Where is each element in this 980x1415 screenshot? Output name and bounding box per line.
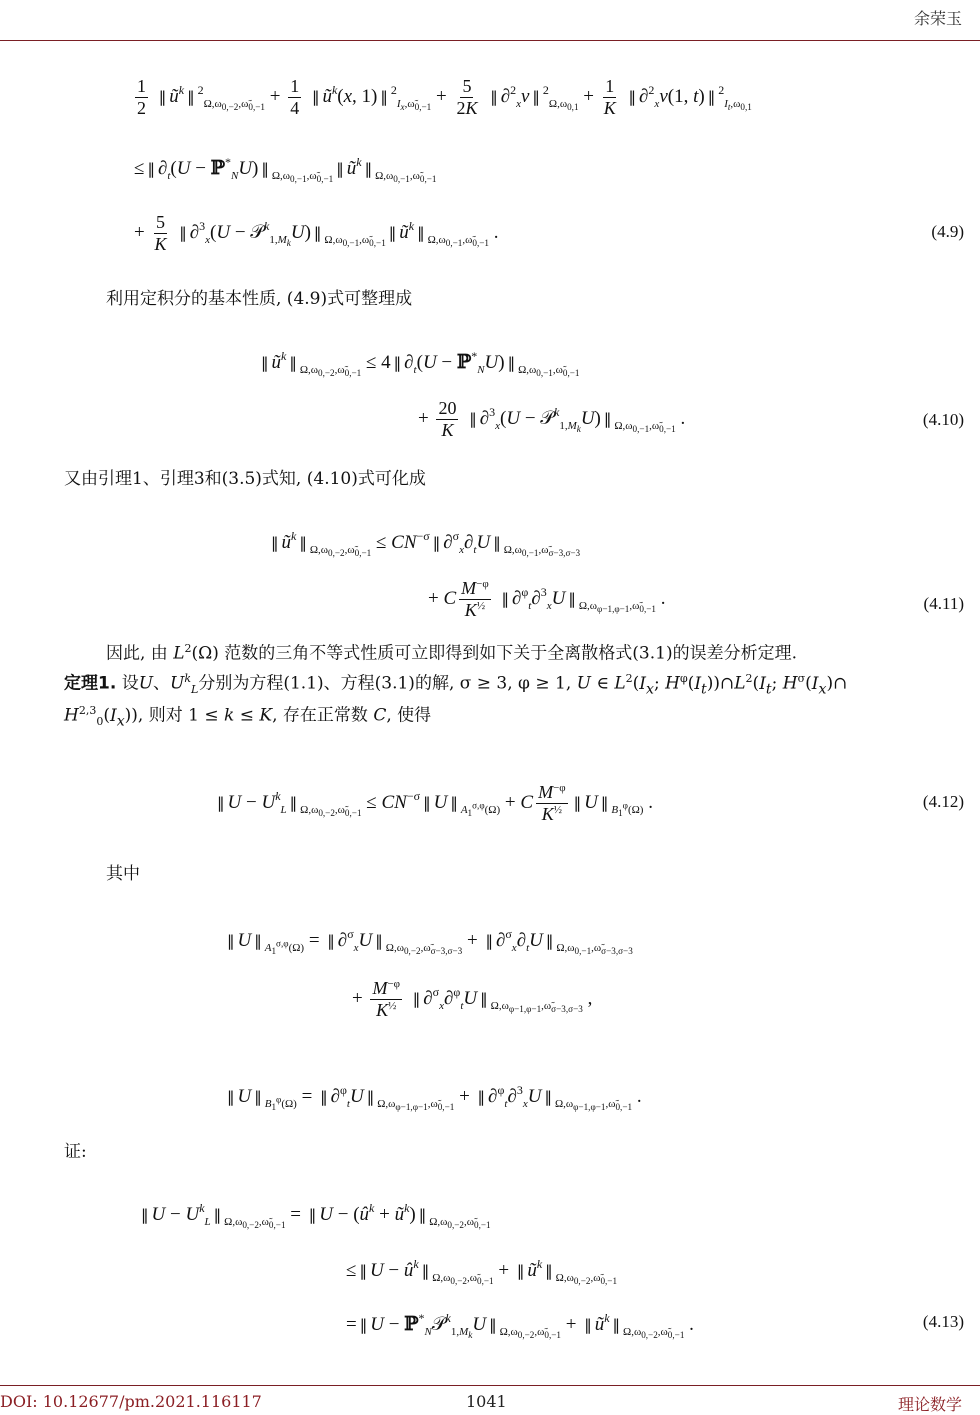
header-author: 余荣玉 [913, 9, 962, 28]
eq-4-12-line-1: ‖ $U - U^k_L$ ‖ $_{\Omega,\omega_{0,-2},\omegã_{0,-1}} \le CN^{-\sigma}$ ‖ U ‖ $_{A_1^{\sigma,\varphi}(\Omega)}$ + C $\frac{M^{-\varphi}}{K^{\frac{1}{2}}}$ ‖ U ‖ $_{B_1^\varphi(\Omega)}$ . [217, 782, 653, 824]
eq-4-10-line-1: ‖ $ũ^k$ ‖ $_{\Omega,\omega_{0,-2},\omegã_{0,-1}}$ ≤ 4 ‖ $\partial_t(U$ − ℙ*$_N$U) ‖ $_{\Omega,\omega_{0,-1},\omegã_{0,-1}}$ [261, 349, 580, 379]
eq-number-4-13: (4.13) [922, 1312, 964, 1331]
footer-journal-name: 理论数学 [897, 1395, 962, 1414]
footer-doi[interactable]: DOI: 10.12677/pm.2021.116117 [0, 1392, 262, 1411]
eq-4-9-line-2: ≤ ‖ $\partial_t(U$ − ℙ*$_N$U) ‖ $_{\Omega,\omega_{0,-1},\omegã_{0,-1}}$‖ $ũ^k$ ‖ $_{\Omega,\omega_{0,-1},\omegã_{0,-1}}$ [134, 155, 437, 185]
theorem-label: 定理1. [64, 673, 117, 694]
eq-4-9-line-1: $\frac{1}{2}$ ‖ $ũ^k$ ‖ $^2_{\Omega,\omega_{0,-2},\omegã_{0,-1}}$ + $\frac{1}{4}$ ‖ $ũ^k(x$, 1) ‖ $^2_{I_x,\omegã_{0,-1}}$ + $\frac{5}{2K}$ ‖ ∂$^2_x$v ‖ $^2_{\Omega,\omega_{0,1}}$ + $\frac{1}{K}$ ‖ ∂$^2_x$v(1, t) ‖ $^2_{I_t,\omega_{0,1}}$ [137, 76, 752, 118]
def-A-line-2: + $\frac{M^{-\varphi}}{K^{\frac{1}{2}}}$ ‖ ∂$^\sigma_x$∂$^\varphi_t$U ‖ $_{\Omega,\omega_{\varphi-1,\varphi-1},\omegã_{\sigma-3,\sigma-3}}$ , [352, 978, 593, 1020]
def-B-line: ‖ U ‖ $_{B_1^\varphi(\Omega)}$ = ‖ ∂$^\varphi_t$U ‖ $_{\Omega,\omega_{\varphi-1,\varphi-1},\omegã_{0,-1}}$ + ‖ ∂$^\varphi_t$∂$^3_x$U ‖ $_{\Omega,\omega_{\varphi-1,\varphi-1},\omegã_{0,-1}}$ . [227, 1083, 642, 1113]
eq-4-13-line-3: = ‖ U − ℙ*$_N$𝒫$^k_{1,M_k}$U ‖ $_{\Omega,\omega_{0,-2},\omegã_{0,-1}}$ + ‖ $ũ^k$ ‖ $_{\Omega,\omega_{0,-2},\omegã_{0,-1}}$ . [346, 1311, 694, 1341]
def-A-line-1: ‖ U ‖ $_{A_1^{\sigma,\varphi}(\Omega)}$ = ‖ ∂$^\sigma_x$U ‖ $_{\Omega,\omega_{0,-2},\omegã_{\sigma-3,\sigma-3}}$ + ‖ $\partial^\sigma_x\partial_tU$ ‖ $_{\Omega,\omega_{0,-1},\omegã_{\sigma-3,\sigma-3}}$ [227, 927, 633, 957]
theorem-1: 定理1. 设U、$U^k_L$分别为方程(1.1)、方程(3.1)的解, σ ≥ 3, φ ≥ 1, U ∈ $L^2(I_x$; $H^\varphi(I_t))\cap L^2(I_t$; $H^\sigma(I_x)\cap$ [64, 672, 848, 698]
paragraph-3: 因此, 由 $L^2(\Omega)$ 范数的三角不等式性质可立即得到如下关于全离散格式(3.1)的误差分析定理. [106, 642, 797, 664]
eq-number-4-9: (4.9) [931, 222, 964, 241]
proof-label: 证: [64, 1142, 87, 1162]
eq-number-4-11: (4.11) [923, 594, 964, 613]
paragraph-1: 利用定积分的基本性质, (4.9)式可整理成 [106, 289, 413, 309]
eq-4-9-line-3: + $\frac{5}{K}$ ‖ ∂$^3_x$(U − 𝒫$^k_{1,M_k}$U) ‖ $_{\Omega,\omega_{0,-1},\omegã_{0,-1}}$‖ $ũ^k$ ‖ $_{\Omega,\omega_{0,-1},\omegã_{0,-1}}$ . [134, 212, 499, 254]
eq-4-13-line-1: ‖ $U - U^k_L$ ‖ $_{\Omega,\omega_{0,-2},\omegã_{0,-1}}$ = ‖ $U - (û^k$ + $ũ^k$) ‖ $_{\Omega,\omega_{0,-2},\omegã_{0,-1}}$ [141, 1201, 491, 1231]
header-rule [0, 40, 980, 41]
eq-number-4-10: (4.10) [922, 410, 964, 429]
paragraph-2: 又由引理1、引理3和(3.5)式知, (4.10)式可化成 [64, 469, 426, 489]
footer-page-number: 1041 [466, 1392, 507, 1411]
where-text: 其中 [106, 864, 140, 884]
footer-rule [0, 1385, 980, 1386]
eq-4-11-line-2: + C $\frac{M^{-\varphi}}{K^{\frac{1}{2}}}$ ‖ ∂$^\varphi_t$∂$^3_x$U ‖ $_{\Omega,\omega_{\varphi-1,\varphi-1},\omegã_{0,-1}}$ . [428, 578, 666, 620]
eq-4-11-line-1: ‖ $ũ^k$ ‖ $_{\Omega,\omega_{0,-2},\omegã_{0,-1}} \le CN^{-\sigma}$ ‖ $\partial^\sigma_x\partial_tU$ ‖ $_{\Omega,\omega_{0,-1},\omegã_{\sigma-3,\sigma-3}}$ [271, 529, 581, 559]
eq-number-4-12: (4.12) [922, 792, 964, 811]
theorem-1-cont: $H^{2,3}_0(I_x)$), 则对 1 ≤ k ≤ K, 存在正常数 C, 使得 [64, 704, 432, 730]
eq-4-13-line-2: ≤ ‖ $U - û^k$ ‖ $_{\Omega,\omega_{0,-2},\omegã_{0,-1}}$ + ‖ $ũ^k$ ‖ $_{\Omega,\omega_{0,-2},\omegã_{0,-1}}$ [346, 1257, 618, 1287]
eq-4-10-line-2: + $\frac{20}{K}$ ‖ ∂$^3_x$(U − 𝒫$^k_{1,M_k}$U) ‖ $_{\Omega,\omega_{0,-1},\omegã_{0,-1}}$ . [418, 398, 686, 440]
